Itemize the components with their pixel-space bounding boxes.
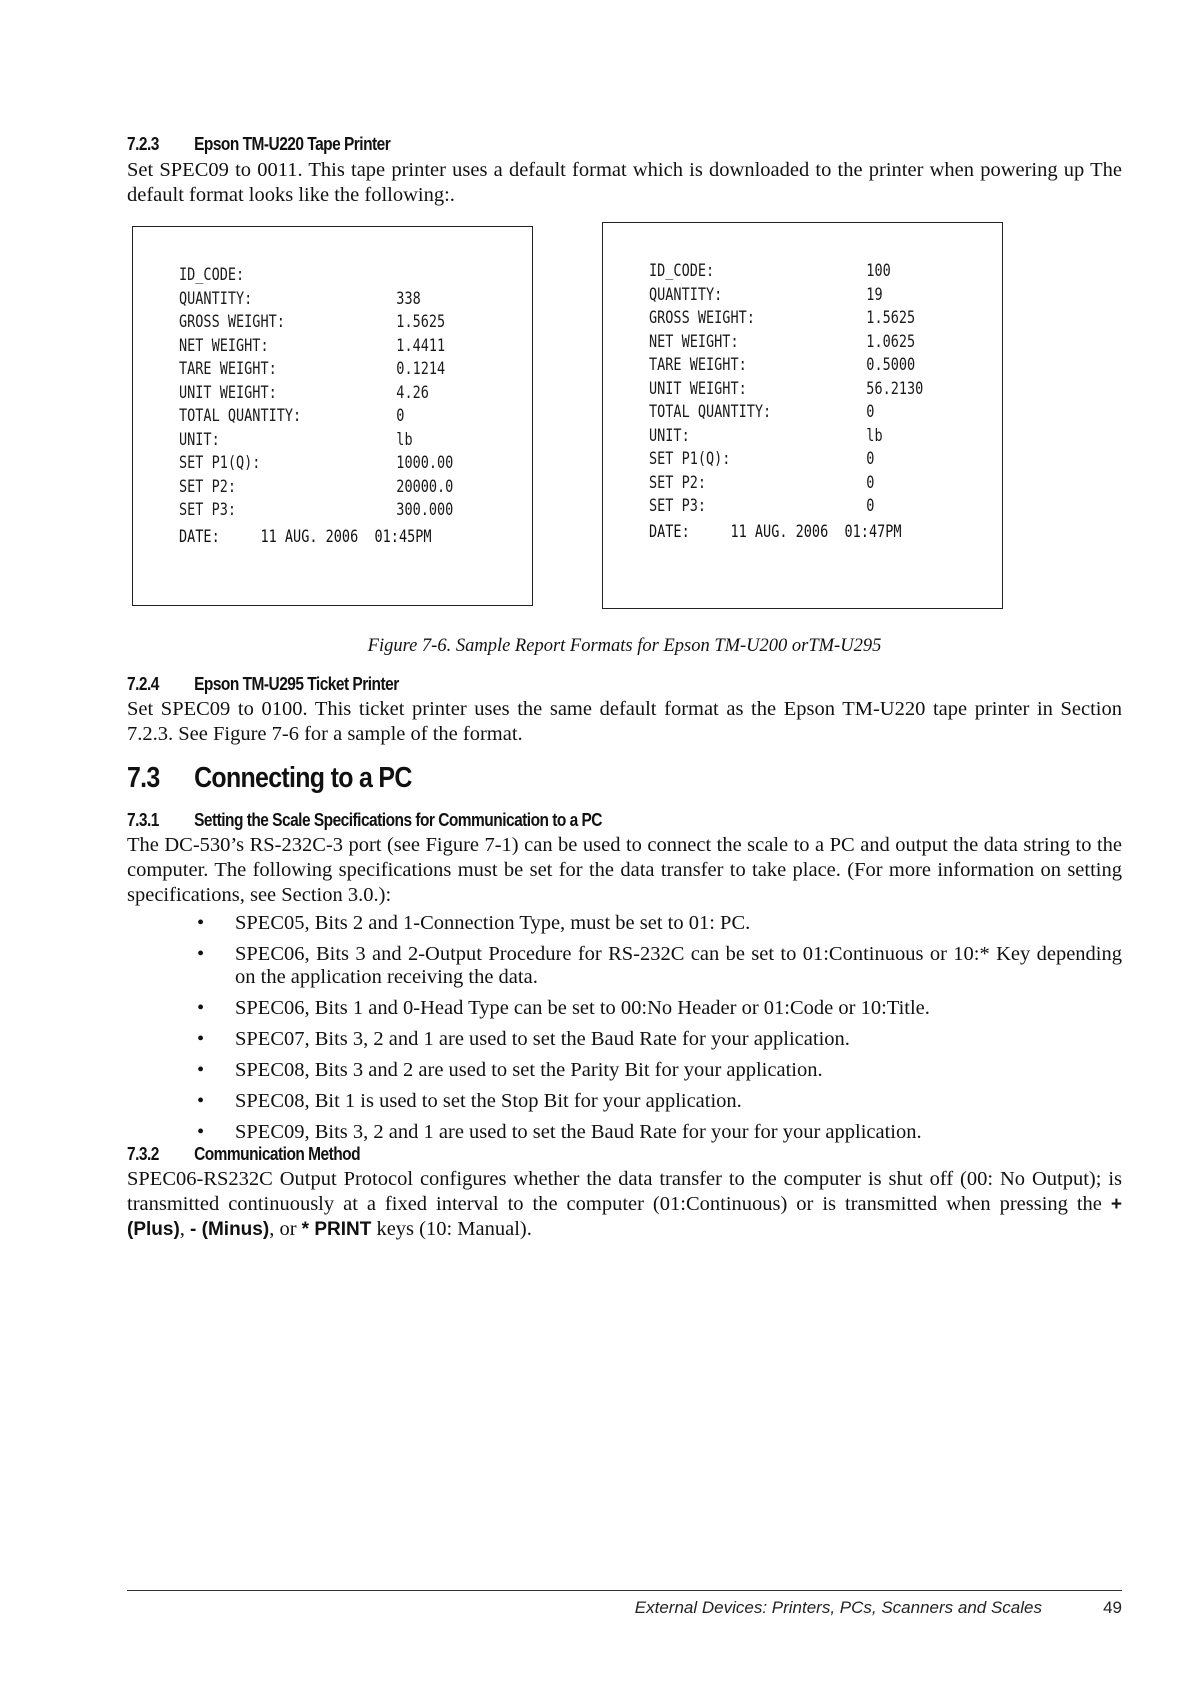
report-row [179, 265, 396, 284]
report-label: UNIT: [179, 429, 220, 449]
report-value: 1.5625 [866, 308, 916, 327]
report-label: TARE WEIGHT: [179, 359, 277, 378]
report-value: 100 [866, 261, 891, 280]
report-value: 1.0625 [866, 331, 916, 351]
bullet-icon: • [197, 1121, 205, 1143]
report-row [649, 332, 915, 351]
report-value: 0 [866, 472, 875, 492]
section-number: 7.3.2 [127, 1144, 159, 1164]
report-label: TOTAL QUANTITY: [649, 402, 772, 421]
report-row [179, 289, 421, 308]
report-value: lb [866, 425, 883, 445]
report-row [179, 312, 445, 331]
page-number: 49 [1103, 1598, 1122, 1617]
report-row [649, 308, 915, 327]
report-row [179, 383, 429, 402]
date-label: DATE: [649, 522, 690, 541]
date-value: 11 AUG. 2006 [730, 522, 829, 541]
heading-7-3-2 [127, 1144, 360, 1165]
report-row [179, 359, 445, 378]
report-sample-left [132, 226, 533, 606]
heading-7-3 [127, 762, 412, 795]
report-label: ID_CODE: [649, 261, 715, 280]
paragraph-7-3-1: The DC-530’s RS-232C-3 port (see Figure 7-1) can be used to connect the scale to a PC and output the data string to the computer. The following specifications must be set for the data transfer to take place. (For more information on setting specifications, see Section 3.0.): [127, 834, 1122, 906]
report-value: lb [396, 429, 413, 449]
footer-title: External Devices: Printers, PCs, Scanners and Scales [634, 1598, 1042, 1617]
report-date-line [649, 522, 902, 541]
paragraph-7-3-2 [127, 1167, 1122, 1242]
report-label: NET WEIGHT: [649, 331, 739, 351]
report-row [649, 402, 874, 421]
section-number: 7.3 [127, 762, 160, 794]
section-number: 7.2.3 [127, 134, 159, 154]
report-sample-right [602, 222, 1003, 609]
report-row [179, 430, 413, 449]
report-label: SET P2: [649, 472, 707, 492]
separator: , or [269, 1218, 302, 1240]
report-value: 0 [866, 402, 875, 421]
report-value: 1.4411 [396, 335, 446, 355]
list-item-text: SPEC07, Bits 3, 2 and 1 are used to set the Baud Rate for your application. [235, 1028, 850, 1050]
time-value: 01:45PM [374, 527, 432, 546]
report-date-line [179, 527, 432, 546]
section-number: 7.2.4 [127, 674, 159, 694]
list-item-text: SPEC05, Bits 2 and 1-Connection Type, must be set to 01: PC. [235, 912, 751, 934]
report-label: UNIT WEIGHT: [179, 382, 277, 402]
report-row [179, 336, 445, 355]
report-value: 20000.0 [396, 476, 454, 496]
report-label: SET P3: [179, 500, 237, 519]
list-item [197, 1090, 1122, 1113]
key-plus: + (Plus) [127, 1194, 1122, 1240]
report-value: 300.000 [396, 500, 454, 519]
report-label: QUANTITY: [649, 284, 723, 304]
list-item-text: SPEC06, Bits 3 and 2-Output Procedure for RS-232C can be set to 01:Continuous or 10:* Key depending on the application receiving the data. [235, 943, 1122, 988]
bullet-icon: • [197, 943, 205, 965]
report-label: SET P3: [649, 496, 707, 515]
time-value: 01:47PM [844, 522, 902, 541]
paragraph-text: keys (10: Manual). [371, 1218, 532, 1240]
heading-7-2-4 [127, 674, 399, 695]
report-label: ID_CODE: [179, 265, 245, 284]
date-value: 11 AUG. 2006 [260, 527, 359, 546]
report-label: TOTAL QUANTITY: [179, 406, 302, 425]
footer-rule [127, 1590, 1122, 1591]
report-label: NET WEIGHT: [179, 335, 269, 355]
report-row [649, 473, 874, 492]
list-item [197, 997, 1122, 1020]
report-row [649, 285, 883, 304]
report-row [649, 379, 923, 398]
report-label: UNIT WEIGHT: [649, 378, 747, 398]
paragraph-7-2-3: Set SPEC09 to 0011. This tape printer uses a default format which is downloaded to the printer when powering up The default format looks like the following:. [127, 159, 1122, 206]
report-row [649, 355, 915, 374]
report-label: GROSS WEIGHT: [649, 308, 755, 327]
report-value: 0.1214 [396, 359, 446, 378]
report-row [179, 406, 404, 425]
list-item [197, 943, 1122, 989]
bullet-icon: • [197, 1059, 205, 1081]
key-minus: - (Minus) [190, 1219, 270, 1240]
list-item [197, 1121, 1122, 1144]
report-value: 0 [866, 449, 875, 468]
list-item [197, 1059, 1122, 1082]
report-row [649, 261, 891, 280]
report-row [649, 496, 874, 515]
report-label: SET P1(Q): [649, 449, 731, 468]
section-title: Epson TM-U295 Ticket Printer [194, 674, 399, 694]
report-value: 56.2130 [866, 378, 924, 398]
spec-bullet-list [197, 912, 1122, 1152]
figure-caption: Figure 7-6. Sample Report Formats for Epson TM-U200 orTM-U295 [367, 636, 882, 656]
list-item [197, 912, 1122, 935]
report-label: GROSS WEIGHT: [179, 312, 285, 331]
report-value: 19 [866, 284, 883, 304]
paragraph-text: SPEC06-RS232C Output Protocol configures whether the data transfer to the computer is shut off (00: No Output); is transmitted continuously at a fixed interval to the computer (01:Continuous) or is transmitted when pressing the [127, 1168, 1122, 1215]
date-label: DATE: [179, 527, 220, 546]
key-print: * PRINT [301, 1219, 372, 1240]
list-item-text: SPEC06, Bits 1 and 0-Head Type can be set to 00:No Header or 01:Code or 10:Title. [235, 997, 930, 1019]
report-value: 338 [396, 288, 421, 308]
separator: , [179, 1218, 191, 1240]
bullet-icon: • [197, 997, 205, 1019]
report-label: UNIT: [649, 425, 690, 445]
list-item-text: SPEC08, Bit 1 is used to set the Stop Bit for your application. [235, 1090, 742, 1112]
section-number: 7.3.1 [127, 810, 159, 830]
heading-7-3-1 [127, 810, 602, 831]
section-title: Epson TM-U220 Tape Printer [194, 134, 391, 154]
report-label: QUANTITY: [179, 288, 253, 308]
section-title: Connecting to a PC [194, 762, 412, 794]
report-value: 4.26 [396, 382, 429, 402]
section-title: Communication Method [194, 1144, 361, 1164]
list-item [197, 1028, 1122, 1051]
bullet-icon: • [197, 1090, 205, 1112]
bullet-icon: • [197, 912, 205, 934]
report-label: SET P2: [179, 476, 237, 496]
report-row [179, 500, 453, 519]
report-label: TARE WEIGHT: [649, 355, 747, 374]
report-row [649, 426, 883, 445]
report-value: 1.5625 [396, 312, 446, 331]
report-value: 1000.00 [396, 453, 454, 472]
report-value: 0 [866, 496, 875, 515]
report-row [649, 449, 874, 468]
list-item-text: SPEC08, Bits 3 and 2 are used to set the Parity Bit for your application. [235, 1059, 823, 1081]
report-value: 0.5000 [866, 355, 916, 374]
list-item-text: SPEC09, Bits 3, 2 and 1 are used to set the Baud Rate for your for your application. [235, 1121, 922, 1143]
report-label: SET P1(Q): [179, 453, 261, 472]
bullet-icon: • [197, 1028, 205, 1050]
report-row [179, 477, 453, 496]
section-title: Setting the Scale Specifications for Communication to a PC [194, 810, 602, 830]
report-value: 0 [396, 406, 405, 425]
heading-7-2-3 [127, 134, 390, 155]
paragraph-7-2-4: Set SPEC09 to 0100. This ticket printer uses the same default format as the Epson TM-U220 tape printer in Section 7.2.3. See Figure 7-6 for a sample of the format. [127, 698, 1122, 745]
report-row [179, 453, 453, 472]
